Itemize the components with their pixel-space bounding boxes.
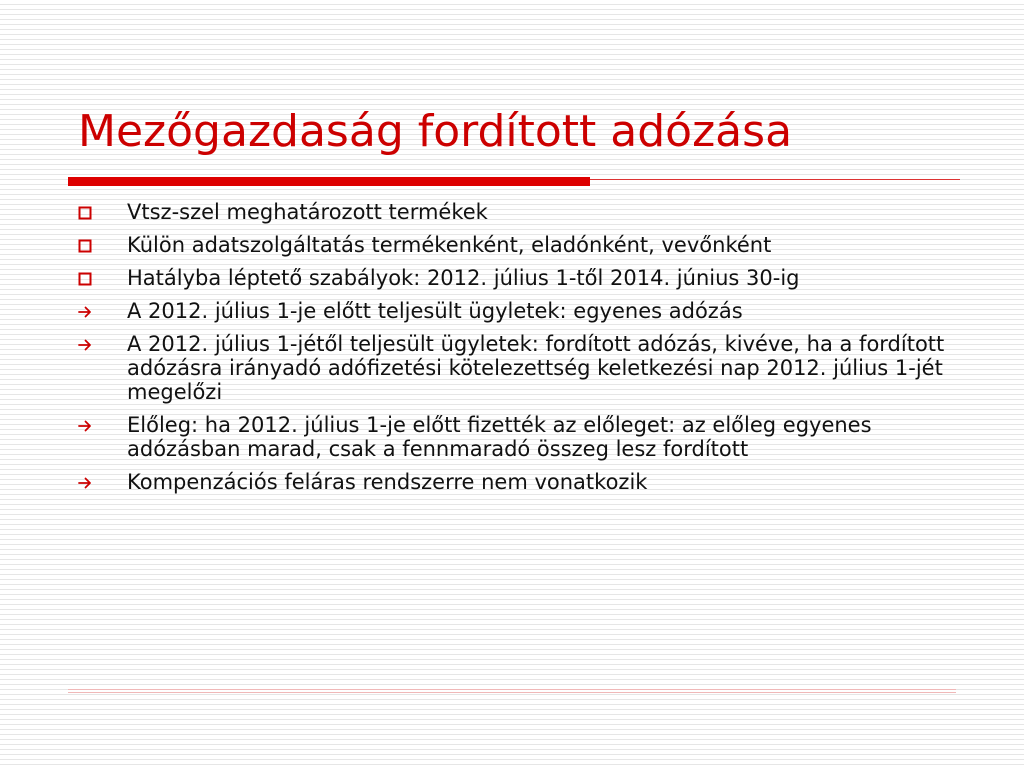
bullet-text: Előleg: ha 2012. július 1-je előtt fizették az előleget: az előleg egyenes adózásban marad, csak a fennmaradó összeg lesz fordított bbox=[127, 413, 872, 461]
bullet-item bbox=[78, 413, 968, 461]
bullet-text: Kompenzációs feláras rendszerre nem vonatkozik bbox=[127, 470, 648, 494]
bullet-item bbox=[78, 233, 968, 257]
bullet-item bbox=[78, 332, 968, 404]
bullet-text: Külön adatszolgáltatás termékenként, eladónként, vevőnként bbox=[127, 233, 772, 257]
bullet-text: A 2012. július 1-je előtt teljesült ügyletek: egyenes adózás bbox=[127, 299, 743, 323]
right-arrow-icon bbox=[78, 338, 92, 352]
title-underline-thin bbox=[590, 179, 960, 180]
bullet-item bbox=[78, 200, 968, 224]
footer-rule bbox=[68, 692, 956, 693]
footer-rule bbox=[68, 689, 956, 690]
title-underline-thick bbox=[68, 177, 590, 186]
right-arrow-icon bbox=[78, 419, 92, 433]
slide-title: Mezőgazdaság fordított adózása bbox=[78, 106, 793, 157]
bullet-text: Vtsz-szel meghatározott termékek bbox=[127, 200, 488, 224]
bullet-list bbox=[78, 200, 968, 503]
hollow-square-icon bbox=[78, 206, 92, 220]
bullet-text: A 2012. július 1-jétől teljesült ügyletek: fordított adózás, kivéve, ha a fordított adózásra irányadó adófizetési kötelezettség keletkezési nap 2012. július 1-jét megelőzi bbox=[127, 332, 945, 404]
hollow-square-icon bbox=[78, 272, 92, 286]
right-arrow-icon bbox=[78, 476, 92, 490]
bullet-item bbox=[78, 470, 968, 494]
bullet-text: Hatályba léptető szabályok: 2012. július 1-től 2014. június 30-ig bbox=[127, 266, 800, 290]
hollow-square-icon bbox=[78, 239, 92, 253]
right-arrow-icon bbox=[78, 305, 92, 319]
bullet-item bbox=[78, 299, 968, 323]
bullet-item bbox=[78, 266, 968, 290]
